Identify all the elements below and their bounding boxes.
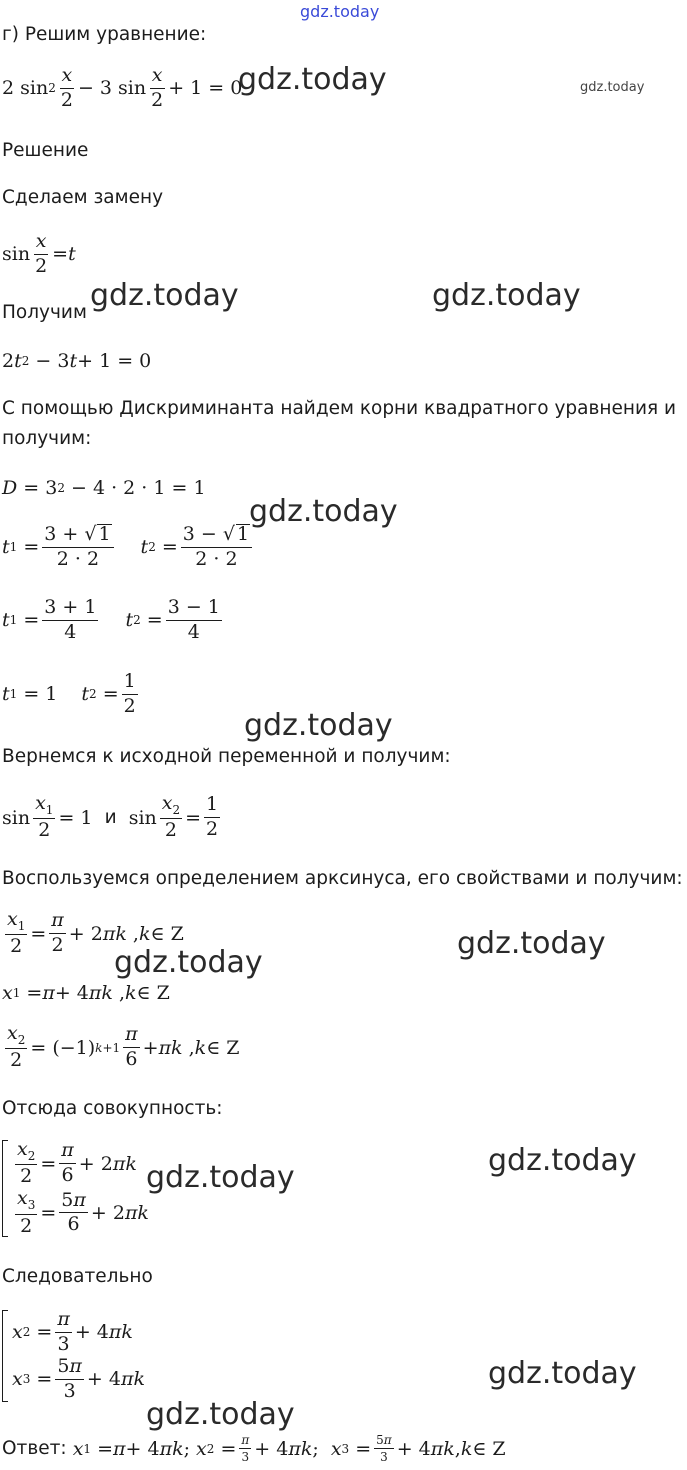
watermark-top: gdz.today — [300, 2, 380, 21]
system-half: $x_2$ 2 = π 6 + 2 πk $x_3$ 2 = 5π 6 + 2 πk — [2, 1140, 149, 1237]
x1-half-formula: $x_1$ 2 = π 2 + 2 πk , k ∈ Z — [7, 908, 184, 958]
return-variable-text: Вернемся к исходной переменной и получим: — [2, 746, 451, 767]
problem-title: г) Решим уравнение: — [2, 24, 207, 45]
watermark: gdz.today — [488, 1143, 637, 1178]
discriminant-formula: D = 3 2 − 4 · 2 · 1 = 1 — [2, 477, 206, 499]
roots-values: t 1 = 1 t 2 = 1 2 — [2, 670, 136, 717]
roots-formula: t 1 = 3 + √ 1 2 · 2 t 2 = 3 − √ 1 2 · 2 — [2, 524, 255, 570]
quadratic-equation: 2 t 2 − 3 t + 1 = 0 — [2, 350, 152, 372]
watermark: gdz.today — [238, 62, 387, 97]
system-final: x 2 = π 3 + 4 πk x 3 = 5π 3 + 4 πk — [2, 1310, 145, 1402]
watermark: gdz.today — [488, 1356, 637, 1391]
discriminant-intro: С помощью Дискриминанта найдем корни квадратного уравнения и — [2, 398, 677, 419]
answer-line: Ответ: x 1 = π + 4 πk ; x 2 = π 3 + 4 πk ; x 3 = 5π 3 + 4 πk , k ∈ Z — [2, 1433, 506, 1464]
substitution-text: Сделаем замену — [2, 187, 164, 208]
watermark: gdz.today — [146, 1397, 295, 1432]
x1-formula: x 1 = π + 4 πk , k ∈ Z — [2, 982, 170, 1004]
hence-set-text: Отсюда совокупность: — [2, 1098, 223, 1119]
solution-heading: Решение — [2, 140, 89, 161]
equation-main: 2 sin 2 x 2 − 3 sin x 2 + 1 = 0 — [2, 64, 243, 111]
roots-simplified: t 1 = 3 + 1 4 t 2 = 3 − 1 4 — [2, 596, 220, 643]
discriminant-intro-2: получим: — [2, 428, 92, 449]
watermark: gdz.today — [249, 494, 398, 529]
obtain-text: Получим — [2, 302, 87, 323]
watermark-small: gdz.today — [580, 80, 645, 95]
watermark: gdz.today — [90, 278, 239, 313]
and-word: и — [104, 807, 117, 829]
watermark: gdz.today — [114, 945, 263, 980]
x2-half-formula: $x_2$ 2 = (−1) k+1 π 6 + πk , k ∈ Z — [7, 1022, 240, 1072]
answer-label: Ответ: — [2, 1438, 67, 1460]
watermark: gdz.today — [457, 926, 606, 961]
therefore-text: Следовательно — [2, 1266, 153, 1287]
sin-equations: sin $x_1$ 2 = 1 и sin $x_2$ 2 = 1 2 — [2, 792, 219, 842]
arcsin-intro: Воспользуемся определением арксинуса, его свойствами и получим: — [2, 868, 683, 889]
watermark: gdz.today — [146, 1160, 295, 1195]
substitution-formula: sin x 2 = t — [2, 230, 76, 277]
watermark: gdz.today — [244, 708, 393, 743]
watermark: gdz.today — [432, 278, 581, 313]
